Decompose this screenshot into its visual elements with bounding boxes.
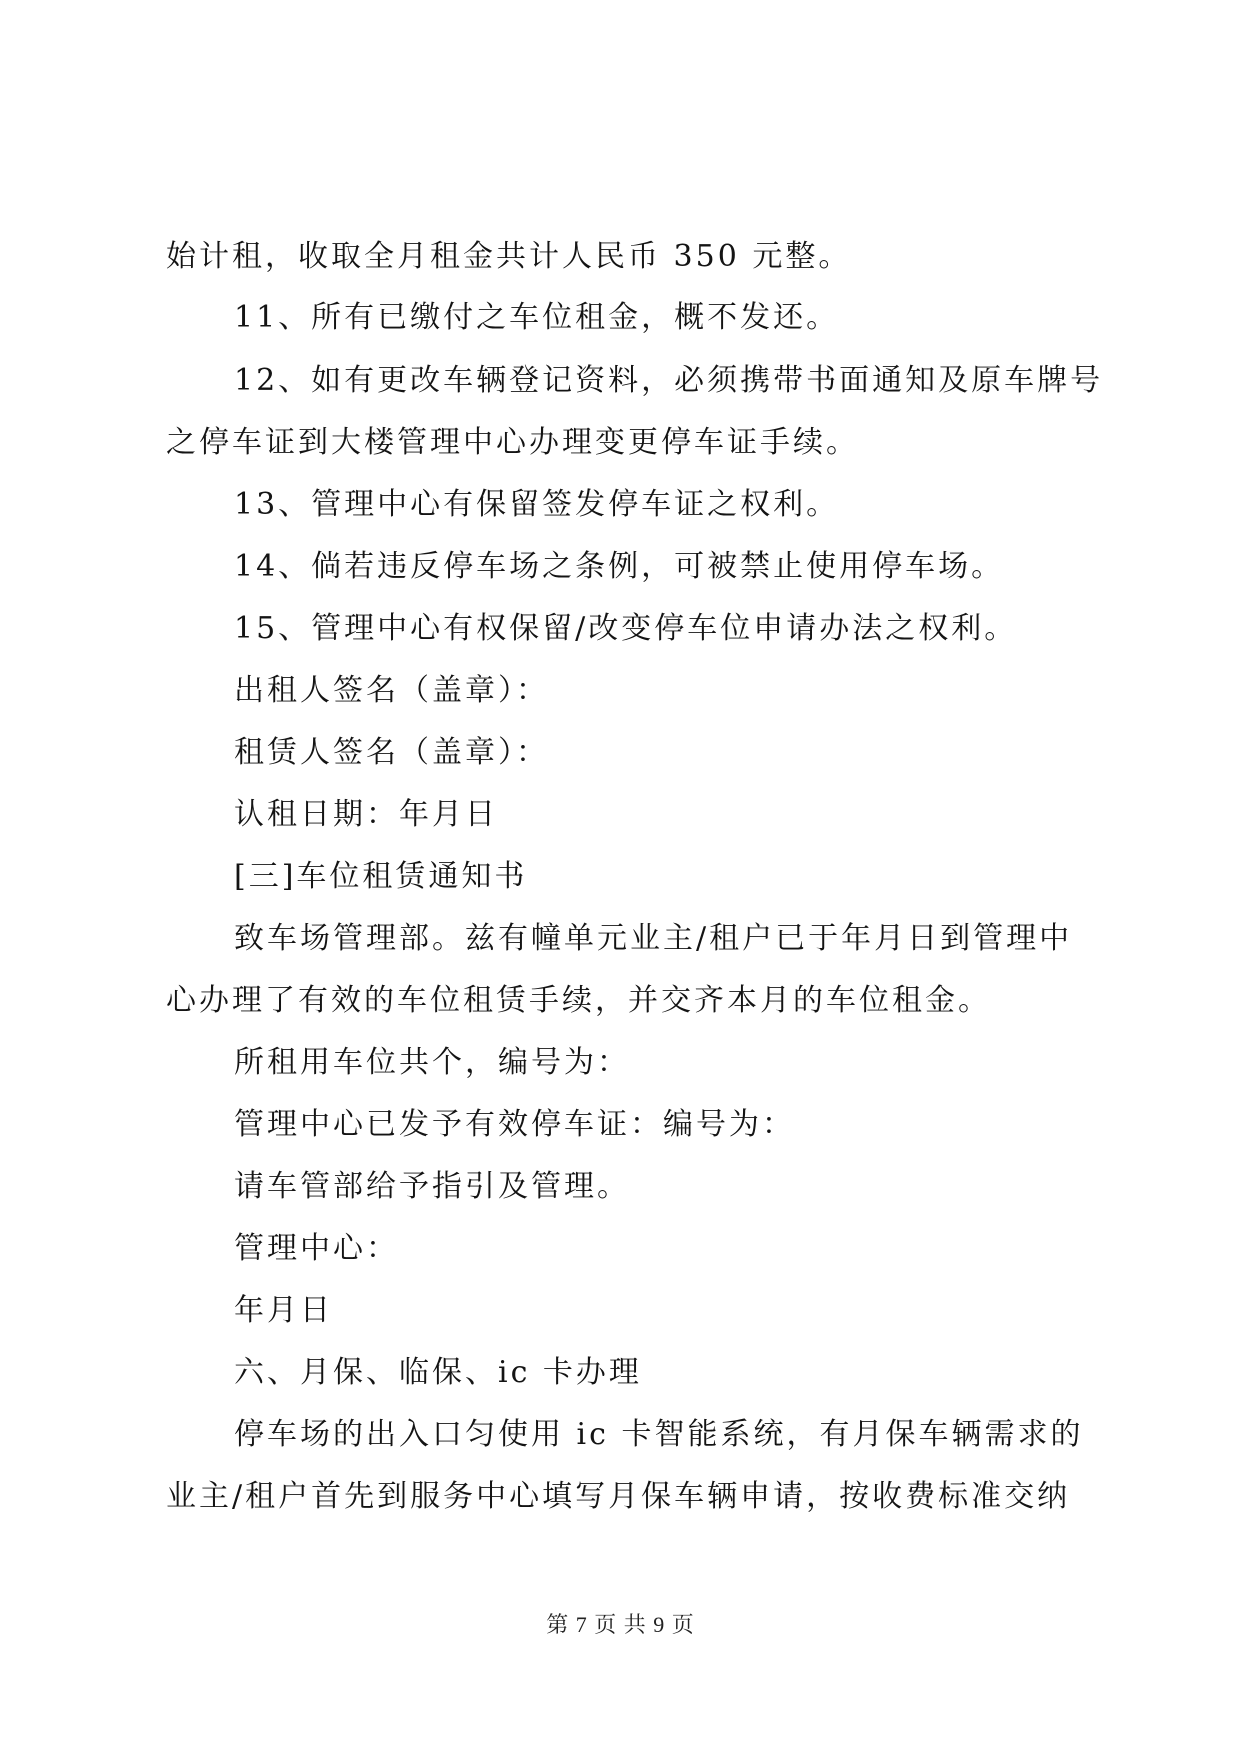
text-line: 致车场管理部。兹有幢单元业主/租户已于年月日到管理中 <box>234 921 1073 956</box>
text-line: 停车场的出入口匀使用 ic 卡智能系统，有月保车辆需求的 <box>234 1417 1084 1452</box>
text-line: 请车管部给予指引及管理。 <box>234 1169 630 1204</box>
clause-13: 13、管理中心有保留签发停车证之权利。 <box>234 487 840 522</box>
text-line: 之停车证到大楼管理中心办理变更停车证手续。 <box>166 425 859 460</box>
text-line: 心办理了有效的车位租赁手续，并交齐本月的车位租金。 <box>166 983 991 1018</box>
text-line: 始计租，收取全月租金共计人民币 350 元整。 <box>166 239 852 274</box>
text-line: 管理中心已发予有效停车证：编号为： <box>234 1107 795 1142</box>
section-heading: 六、月保、临保、ic 卡办理 <box>234 1355 642 1390</box>
rental-date-line: 认租日期：年月日 <box>234 797 498 832</box>
clause-11: 11、所有已缴付之车位租金，概不发还。 <box>234 300 840 335</box>
clause-15: 15、管理中心有权保留/改变停车位申请办法之权利。 <box>234 611 1018 646</box>
date-line: 年月日 <box>234 1293 333 1328</box>
management-center-signature: 管理中心： <box>234 1231 399 1266</box>
clause-12: 12、如有更改车辆登记资料，必须携带书面通知及原车牌号 <box>234 363 1104 398</box>
lessee-signature-line: 租赁人签名（盖章）： <box>234 735 549 770</box>
text-line: 所租用车位共个，编号为： <box>234 1045 630 1080</box>
lessor-signature-line: 出租人签名（盖章）： <box>234 673 549 708</box>
text-line: 业主/租户首先到服务中心填写月保车辆申请，按收费标准交纳 <box>166 1479 1071 1514</box>
section-heading: [三]车位租赁通知书 <box>234 859 528 894</box>
page-number-footer: 第 7 页 共 9 页 <box>546 1612 695 1637</box>
clause-14: 14、倘若违反停车场之条例，可被禁止使用停车场。 <box>234 549 1005 584</box>
